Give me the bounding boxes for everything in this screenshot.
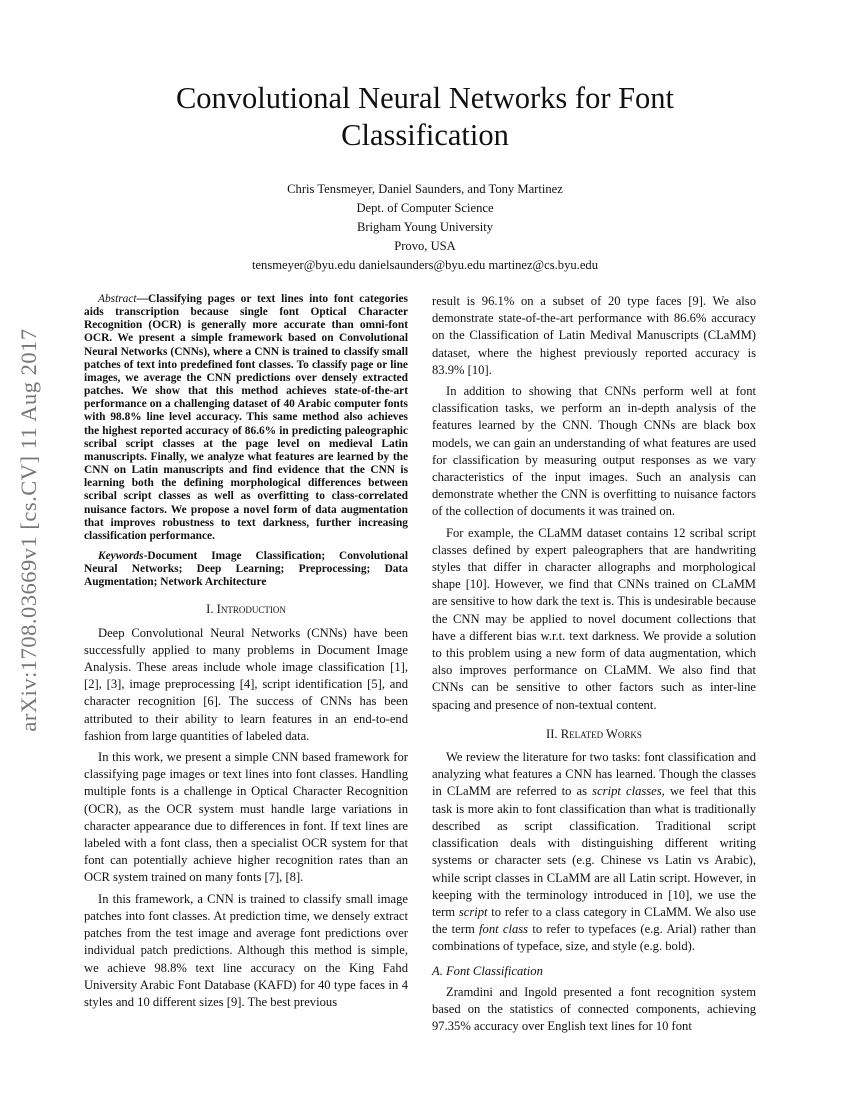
- author-block: [100, 180, 750, 275]
- title-line-2: Classification: [341, 118, 509, 152]
- paragraph: For example, the CLaMM dataset contains 12 scribal script classes defined by expert paleographers that are handwriting styles that differ in character allographs and morphological shape [10]. However, we find that CNNs trained on CLaMM are sensitive to how dark the text is. This is undesirable because the CNN may be applied to novel document collections that have a different bias w.r.t. text darkness. We provide a solution to this problem using a new form of data augmentation, which also improves performance on CLaMM. We also find that CNNs can be sensitive to other factors such as inter-line spacing and presence of non-textual content.: [432, 525, 756, 712]
- keywords-label: Keywords: [98, 549, 144, 562]
- section-number: I.: [206, 602, 217, 617]
- section-number: II.: [546, 726, 561, 741]
- paragraph: In this work, we present a simple CNN based framework for classifying page images or text lines into font classes. Handling multiple fonts is a challenge in Optical Character Recognition (OCR), as the OCR system must handle large variations in character appearance due to differences in font. If text lines are labeled with a font class, then a specialist OCR system for that font can potentially achieve higher recognition rates than an OCR system trained on many fonts [7], [8].: [84, 750, 408, 885]
- author-emails: tensmeyer@byu.edu danielsaunders@byu.edu martinez@cs.byu.edu: [251, 258, 599, 272]
- keywords-body: -Document Image Classification; Convolutional Neural Networks; Deep Learning; Preprocessing; Data Augmentation; Network Architecture: [84, 549, 408, 589]
- author-location: Provo, USA: [394, 239, 456, 253]
- left-column: [84, 293, 408, 1011]
- abstract-label: Abstract: [98, 293, 137, 305]
- author-names: Chris Tensmeyer, Daniel Saunders, and Tony Martinez: [287, 182, 563, 196]
- section-title: Introduction: [216, 602, 286, 617]
- paragraph: In this framework, a CNN is trained to classify small image patches into font classes. At prediction time, we densely extract patches from the test image and average font predictions over individual patch predictions. Although this method is simple, we achieve 98.8% text line accuracy on the King Fahd University Arabic Font Database (KAFD) for 40 type faces in 4 styles and 10 different sizes [9]. The best previous: [84, 891, 408, 1009]
- abstract-body: Classifying pages or text lines into font categories aids transcription because single font Optical Character Recognition (OCR) is generally more accurate than omni-font OCR. We present a simple framework based on Convolutional Neural Networks (CNNs), where a CNN is trained to classify small patches of text into predefined font classes. To classify page or line images, we average the CNN predictions over densely extracted patches. We show that this method achieves state-of-the-art performance on a challenging dataset of 40 Arabic computer fonts with 98.8% line level accuracy. This same method also achieves the highest reported accuracy of 86.6% in predicting paleographic scribal script classes at the page level on medieval Latin manuscripts. Finally, we analyze what features are learned by the CNN on Latin manuscripts and find evidence that the CNN is learning both the defining morphological differences between scribal script classes as well as overfitting to class-correlated nuisance factors. We propose a novel form of data augmentation that improves robustness to text darkness, further increasing classification performance.: [84, 293, 408, 542]
- emphasis: script classes: [592, 784, 662, 799]
- paragraph: In addition to showing that CNNs perform well at font classification tasks, we perform an in-depth analysis of the features learned by the CNN. Though CNNs are black box models, we can gain an understanding of what features are used for classification by measuring output responses as we vary characteristics of the input images. Such an analysis can demonstrate whether the CNN is overfitting to nuisance factors of the collection of documents it was trained on.: [432, 384, 756, 519]
- text-run: to refer to a class category in CLaMM. We also use the term: [432, 904, 756, 937]
- abstract: [84, 293, 408, 543]
- section-title: Related Works: [560, 726, 642, 741]
- emphasis: script: [458, 904, 488, 919]
- arxiv-identifier: arXiv:1708.03669v1 [cs.CV] 11 Aug 2017: [16, 328, 41, 732]
- text-run: , we feel that this task is more akin to font classification than what is traditionally described as script classification. Traditional script classification deals with distinguishing different writing systems or character sets (e.g. Chinese vs Latin vs Arabic), while script classes in CLaMM are all Latin script. However, in keeping with the terminology introduced in [10], we use the term: [432, 784, 756, 919]
- right-column: [432, 293, 756, 1035]
- abstract-dash: —: [136, 293, 148, 305]
- author-university: Brigham Young University: [356, 220, 494, 234]
- section-heading-introduction: [84, 601, 408, 618]
- paragraph: Deep Convolutional Neural Networks (CNNs) have been successfully applied to many problems in Document Image Analysis. These areas include whole image classification [1], [2], [3], image preprocessing [4], script identification [5], and character recognition [6]. The success of CNNs has been attributed to their ability to learn features in an end-to-end fashion from large quantities of labeled data.: [84, 625, 408, 743]
- emphasis: font class: [479, 922, 529, 937]
- title-line-1: Convolutional Neural Networks for Font: [175, 81, 675, 115]
- subsection-heading-font-classification: A. Font Classification: [432, 963, 543, 978]
- keywords: [84, 550, 408, 589]
- paper-title: [100, 80, 750, 154]
- paragraph: result is 96.1% on a subset of 20 type faces [9]. We also demonstrate state-of-the-art performance with 86.6% accuracy on the Classification of Latin Medival Manuscripts (CLaMM) dataset, where the highest previously reported accuracy is 83.9% [10].: [432, 294, 756, 377]
- paragraph: [432, 749, 756, 955]
- author-department: Dept. of Computer Science: [356, 201, 494, 215]
- arxiv-sidebar: [14, 280, 44, 780]
- paragraph: Zramdini and Ingold presented a font recognition system based on the statistics of connected components, achieving 97.35% accuracy over English text lines for 10 font: [432, 984, 756, 1034]
- text-run: We review the literature for two tasks: font classification and analyzing what features a CNN has learned. Though the classes in CLaMM are referred to as: [432, 750, 756, 799]
- section-heading-related-works: [432, 726, 756, 743]
- text-run: to refer to typefaces (e.g. Arial) rather than combinations of typeface, size, and style (e.g. bold).: [432, 922, 757, 954]
